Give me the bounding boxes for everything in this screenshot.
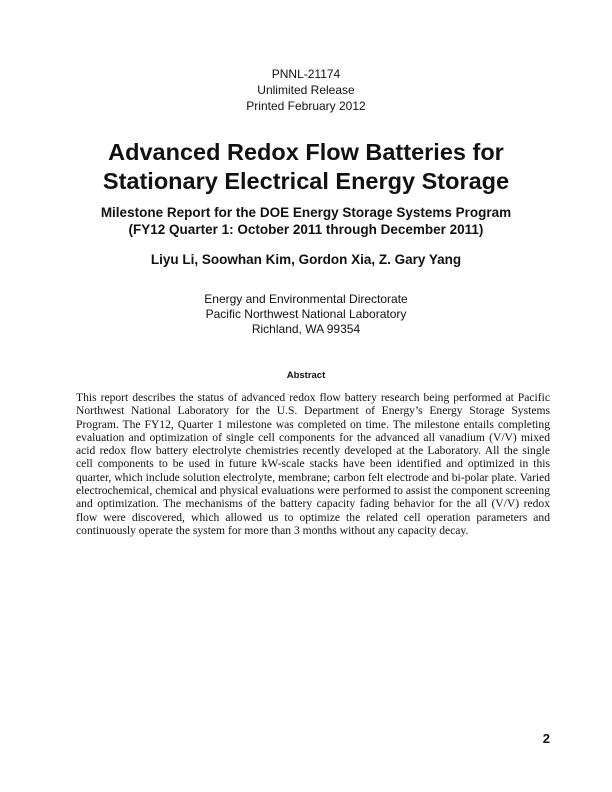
report-header (0, 66, 612, 114)
author-list: Liyu Li, Soowhan Kim, Gordon Xia, Z. Gary Yang (150, 252, 462, 267)
abstract-heading: Abstract (286, 370, 326, 381)
title-line-2: Stationary Electrical Energy Storage (102, 168, 510, 194)
page-number: 2 (542, 731, 550, 746)
directorate: Energy and Environmental Directorate (204, 292, 408, 306)
document-subtitle (0, 204, 612, 238)
subtitle-line-2: (FY12 Quarter 1: October 2011 through December 2011) (128, 222, 484, 237)
report-number: PNNL-21174 (271, 67, 341, 81)
print-date: Printed February 2012 (246, 99, 366, 113)
release-statement: Unlimited Release (257, 83, 355, 97)
subtitle-line-1: Milestone Report for the DOE Energy Storage Systems Program (100, 205, 512, 220)
abstract-body: This report describes the status of advanced redox flow battery research being performed at Pacific Northwest National Laboratory for the U.S. Department of Energy’s Energy Storage Systems Program. The FY12, Quarter 1 milestone was completed on time. The milestone entails completing evaluation and optimization of single cell components for the advanced all vanadium (V/V) mixed acid redox flow battery electrolyte chemistries recently developed at the Laboratory. All the single cell components to be used in future kW-scale stacks have been identified and optimized in this quarter, which include solution electrolyte, membrane; carbon felt electrode and bi-polar plate. Varied electrochemical, chemical and physical evaluations were performed to assist the component screening and optimization. The mechanisms of the battery capacity fading behavior for the all (V/V) redox flow were discovered, which allowed us to optimize the related cell operation parameters and continuously operate the system for more than 3 months without any capacity decay. (76, 391, 550, 537)
affiliation (0, 292, 612, 337)
laboratory: Pacific Northwest National Laboratory (205, 307, 407, 321)
title-line-1: Advanced Redox Flow Batteries for (108, 139, 504, 165)
location: Richland, WA 99354 (251, 322, 361, 336)
document-title (0, 138, 612, 196)
